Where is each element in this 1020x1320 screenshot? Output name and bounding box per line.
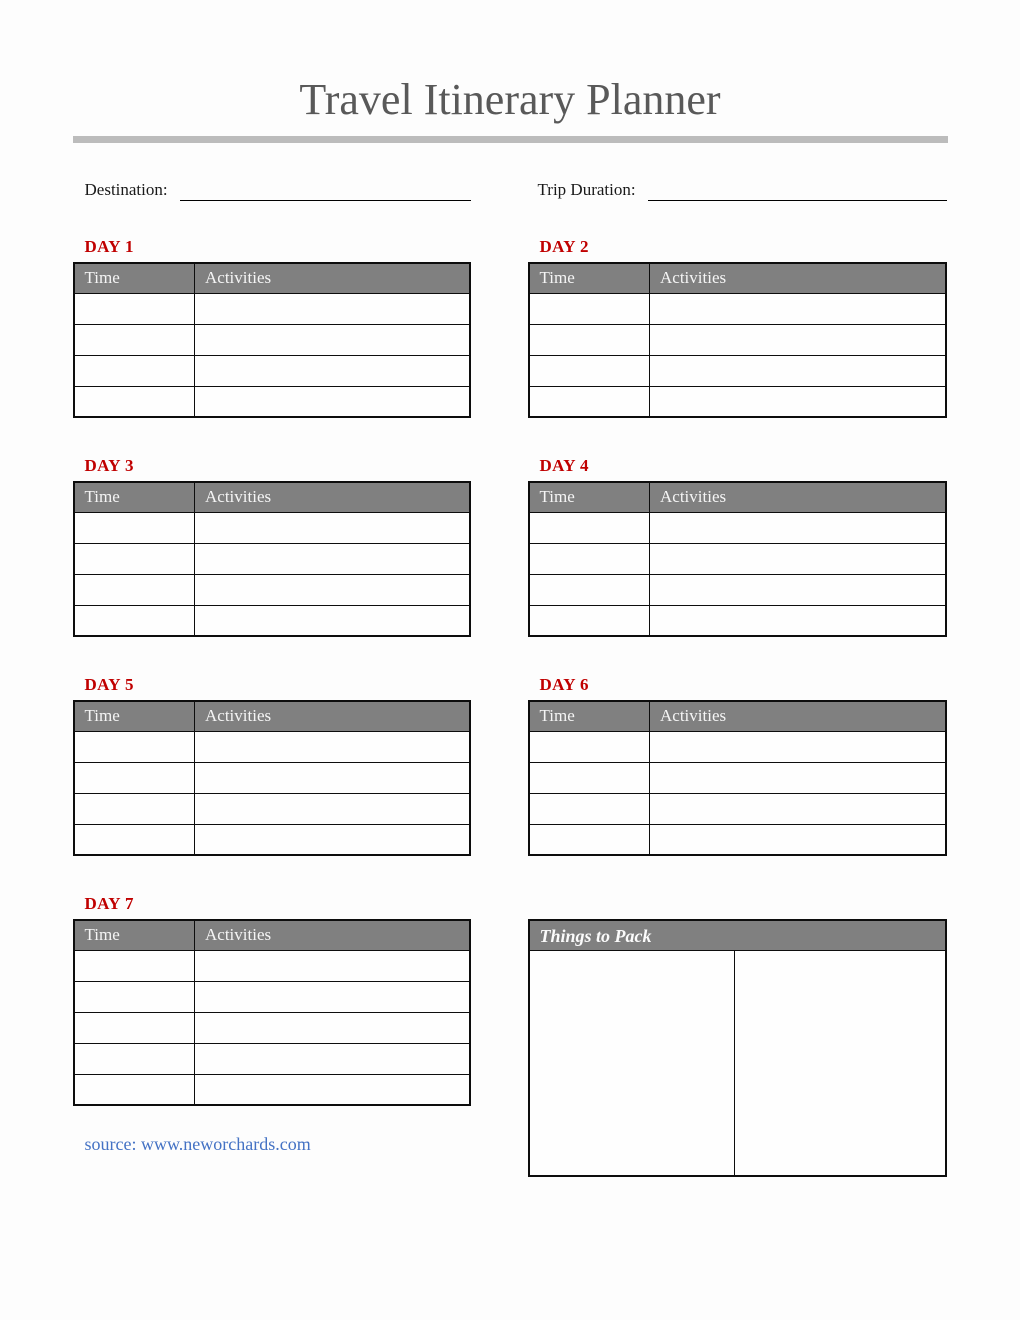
- activity-cell[interactable]: [650, 293, 946, 324]
- day-table-row: [529, 605, 946, 636]
- time-cell[interactable]: [529, 324, 650, 355]
- day-table-row: [74, 762, 470, 793]
- day-table-row: [74, 293, 470, 324]
- things-to-pack-header: [530, 921, 945, 951]
- day-table-row: [74, 981, 470, 1012]
- time-cell[interactable]: [74, 1043, 195, 1074]
- day-table-row: [529, 793, 946, 824]
- page-title: Travel Itinerary Planner: [299, 75, 721, 124]
- day-table-row: [74, 793, 470, 824]
- time-cell[interactable]: [74, 543, 195, 574]
- destination-field: [73, 179, 471, 201]
- day-table-row: [74, 355, 470, 386]
- day-table-row: [529, 355, 946, 386]
- time-column-header: Time: [74, 263, 195, 293]
- day-section: [73, 675, 471, 856]
- activity-cell[interactable]: [650, 731, 946, 762]
- day-table-header-row: [74, 263, 470, 293]
- days-grid: [73, 237, 948, 1177]
- activity-cell[interactable]: [650, 793, 946, 824]
- time-cell[interactable]: [529, 355, 650, 386]
- time-column-header: Time: [529, 482, 650, 512]
- page-content: [73, 0, 948, 1177]
- day-table-row: [529, 824, 946, 855]
- day-table-row: [74, 543, 470, 574]
- destination-input-line[interactable]: [180, 179, 471, 201]
- time-cell[interactable]: [74, 981, 195, 1012]
- activity-cell[interactable]: [195, 512, 470, 543]
- day-table-row: [74, 324, 470, 355]
- activity-cell[interactable]: [650, 824, 946, 855]
- time-cell[interactable]: [74, 1074, 195, 1105]
- day-table-header-row: [74, 482, 470, 512]
- time-cell[interactable]: [529, 293, 650, 324]
- time-cell[interactable]: [529, 512, 650, 543]
- activity-cell[interactable]: [650, 574, 946, 605]
- activity-cell[interactable]: [195, 1043, 470, 1074]
- day-table-row: [74, 1074, 470, 1105]
- things-to-pack-title: Things to Pack: [539, 926, 652, 946]
- activity-cell[interactable]: [195, 950, 470, 981]
- time-cell[interactable]: [529, 762, 650, 793]
- day-heading: DAY 7: [84, 894, 134, 913]
- day-table-head: [74, 263, 470, 293]
- time-cell[interactable]: [74, 793, 195, 824]
- day-section: [73, 456, 471, 637]
- things-to-pack-body: [530, 951, 945, 1175]
- activities-column-header: Activities: [650, 482, 946, 512]
- activity-cell[interactable]: [195, 981, 470, 1012]
- activity-cell[interactable]: [195, 1012, 470, 1043]
- day-table-header-row: [529, 263, 946, 293]
- activities-column-header: Activities: [650, 701, 946, 731]
- time-cell[interactable]: [74, 293, 195, 324]
- day-table-row: [74, 574, 470, 605]
- day-table-head: [74, 920, 470, 950]
- activity-cell[interactable]: [195, 324, 470, 355]
- day-heading: DAY 5: [84, 675, 134, 694]
- activity-cell[interactable]: [650, 386, 946, 417]
- time-column-header: Time: [74, 920, 195, 950]
- day-table-row: [74, 731, 470, 762]
- things-to-pack-column-1[interactable]: [530, 951, 736, 1175]
- activities-column-header: Activities: [650, 263, 946, 293]
- day-table: [73, 919, 471, 1106]
- things-to-pack-column-2[interactable]: [735, 951, 944, 1175]
- activity-cell[interactable]: [195, 793, 470, 824]
- day-table-head: [529, 701, 946, 731]
- day-table: [73, 481, 471, 637]
- day-table-head: [74, 482, 470, 512]
- time-cell[interactable]: [529, 731, 650, 762]
- day-table-row: [529, 293, 946, 324]
- time-cell[interactable]: [529, 605, 650, 636]
- day-table-head: [74, 701, 470, 731]
- day-table-header-row: [529, 482, 946, 512]
- time-cell[interactable]: [74, 762, 195, 793]
- activities-column-header: Activities: [195, 482, 470, 512]
- activity-cell[interactable]: [650, 605, 946, 636]
- day-table-row: [74, 824, 470, 855]
- day-table-header-row: [529, 701, 946, 731]
- time-column-header: Time: [529, 263, 650, 293]
- day-heading: DAY 3: [84, 456, 134, 475]
- activity-cell[interactable]: [195, 543, 470, 574]
- time-cell[interactable]: [74, 950, 195, 981]
- activities-column-header: Activities: [195, 701, 470, 731]
- time-cell[interactable]: [74, 731, 195, 762]
- time-cell[interactable]: [74, 824, 195, 855]
- time-cell[interactable]: [74, 605, 195, 636]
- day-table-row: [529, 386, 946, 417]
- day-heading: DAY 1: [84, 237, 134, 256]
- day-table-row: [74, 1012, 470, 1043]
- day-table-head: [529, 263, 946, 293]
- time-cell[interactable]: [529, 793, 650, 824]
- activity-cell[interactable]: [195, 293, 470, 324]
- trip-duration-label: Trip Duration:: [537, 180, 636, 199]
- activity-cell[interactable]: [195, 1074, 470, 1105]
- time-cell[interactable]: [529, 543, 650, 574]
- time-column-header: Time: [529, 701, 650, 731]
- day-table: [528, 700, 947, 856]
- day-table-head: [529, 482, 946, 512]
- day-table: [73, 262, 471, 418]
- activity-cell[interactable]: [195, 355, 470, 386]
- day-section: [528, 237, 947, 418]
- day-section: [528, 456, 947, 637]
- activities-column-header: Activities: [195, 920, 470, 950]
- things-to-pack-box: [528, 919, 947, 1177]
- title-divider-bar: [73, 136, 948, 143]
- day-section: [73, 237, 471, 418]
- activity-cell[interactable]: [195, 605, 470, 636]
- activities-column-header: Activities: [195, 263, 470, 293]
- day-heading: DAY 6: [539, 675, 589, 694]
- activity-cell[interactable]: [195, 824, 470, 855]
- day-section: [73, 894, 471, 1106]
- day-heading: DAY 2: [539, 237, 589, 256]
- day-table-header-row: [74, 920, 470, 950]
- time-cell[interactable]: [74, 1012, 195, 1043]
- day-section: [528, 675, 947, 856]
- day-table-row: [529, 512, 946, 543]
- activity-cell[interactable]: [195, 386, 470, 417]
- activity-cell[interactable]: [650, 543, 946, 574]
- time-cell[interactable]: [529, 574, 650, 605]
- time-cell[interactable]: [529, 386, 650, 417]
- header-fields-row: [73, 179, 948, 201]
- day-table: [73, 700, 471, 856]
- time-cell[interactable]: [74, 355, 195, 386]
- activity-cell[interactable]: [650, 512, 946, 543]
- day-table-row: [529, 731, 946, 762]
- day-table-row: [74, 512, 470, 543]
- activity-cell[interactable]: [195, 731, 470, 762]
- source-link[interactable]: source: www.neworchards.com: [84, 1134, 311, 1154]
- day-table-row: [74, 950, 470, 981]
- day-table-header-row: [74, 701, 470, 731]
- day7-cell: [73, 894, 471, 1177]
- time-cell[interactable]: [529, 824, 650, 855]
- day-table-row: [529, 762, 946, 793]
- day-heading: DAY 4: [539, 456, 589, 475]
- destination-label: Destination:: [84, 180, 168, 199]
- day-table-row: [529, 324, 946, 355]
- day-table-row: [529, 574, 946, 605]
- activity-cell[interactable]: [195, 574, 470, 605]
- day-table-row: [74, 605, 470, 636]
- activity-cell[interactable]: [650, 324, 946, 355]
- activity-cell[interactable]: [650, 762, 946, 793]
- trip-duration-field: [528, 179, 947, 201]
- time-cell[interactable]: [74, 574, 195, 605]
- day-table: [528, 481, 947, 637]
- day-table: [528, 262, 947, 418]
- trip-duration-input-line[interactable]: [648, 179, 947, 201]
- time-cell[interactable]: [74, 386, 195, 417]
- day-table-row: [74, 1043, 470, 1074]
- day-table-row: [529, 543, 946, 574]
- time-column-header: Time: [74, 701, 195, 731]
- day-table-row: [74, 386, 470, 417]
- things-to-pack-section: [528, 894, 947, 1177]
- activity-cell[interactable]: [650, 355, 946, 386]
- time-cell[interactable]: [74, 512, 195, 543]
- time-column-header: Time: [74, 482, 195, 512]
- time-cell[interactable]: [74, 324, 195, 355]
- activity-cell[interactable]: [195, 762, 470, 793]
